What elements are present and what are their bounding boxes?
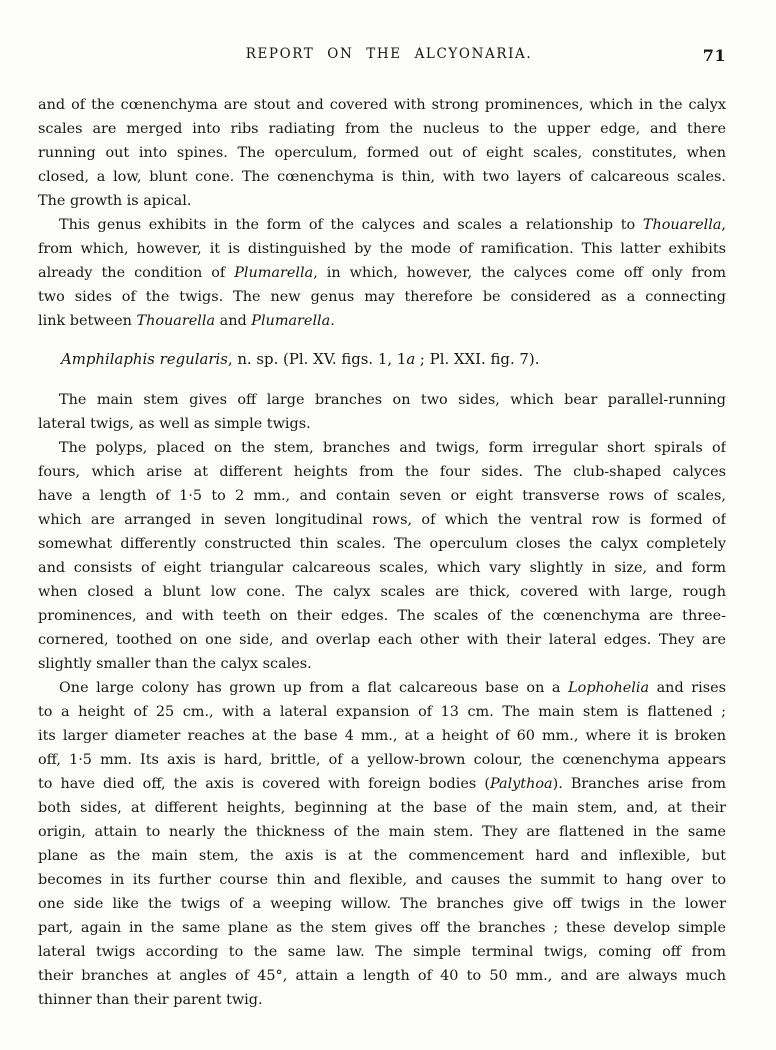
plain-text: The growth is apical.: [38, 193, 192, 209]
plain-text: part, again in the same plane as the stem gives off the branches ; these develop simple: [38, 920, 726, 936]
italic-text: Amphilaphis regularis: [61, 350, 228, 368]
text-line: [38, 844, 726, 868]
plain-text: ,: [721, 217, 726, 233]
italic-text: a: [406, 350, 416, 368]
plain-text: to have died off, the axis is covered with foreign bodies (: [38, 776, 490, 792]
plain-text: and of the cœnenchyma are stout and covered with strong prominences, which in the calyx: [38, 97, 726, 113]
plain-text: somewhat differently constructed thin scales. The operculum closes the calyx completely: [38, 536, 726, 552]
plain-text: ). Branches arise from: [552, 776, 726, 792]
text-line: [38, 117, 726, 141]
text-line: [38, 892, 726, 916]
plain-text: to a height of 25 cm., with a lateral expansion of 13 cm. The main stem is flattened ;: [38, 704, 726, 720]
text-line: [38, 796, 726, 820]
plain-text: its larger diameter reaches at the base 4 mm., at a height of 60 mm., where it is broken: [38, 728, 726, 744]
plain-text: have a length of 1·5 to 2 mm., and contain seven or eight transverse rows of scales,: [38, 488, 726, 504]
plain-text: cornered, toothed on one side, and overlap each other with their lateral edges. They are: [38, 632, 726, 648]
plain-text: lateral twigs, as well as simple twigs.: [38, 416, 311, 432]
paragraph: [38, 676, 726, 1012]
plain-text: .: [330, 313, 335, 329]
text-line: [38, 988, 726, 1012]
text-line: [38, 724, 726, 748]
text-line: [38, 532, 726, 556]
plain-text: and: [215, 313, 252, 329]
plain-text: and rises: [649, 680, 726, 696]
italic-text: Plumarella: [251, 313, 331, 329]
text-line: [38, 748, 726, 772]
text-line: [38, 676, 726, 700]
text-line: [38, 261, 726, 285]
text-line: [38, 388, 726, 412]
running-head-title: REPORT ON THE ALCYONARIA.: [245, 46, 533, 62]
text-line: [38, 868, 726, 892]
text-line: [38, 652, 726, 676]
text-line: [38, 556, 726, 580]
text-line: [38, 628, 726, 652]
text-line: [38, 820, 726, 844]
plain-text: The main stem gives off large branches on two sides, which bear parallel-running: [59, 392, 726, 408]
text-line: [38, 484, 726, 508]
plain-text: scales are merged into ribs radiating from the nucleus to the upper edge, and there: [38, 121, 726, 137]
text-line: [38, 580, 726, 604]
plain-text: , in which, however, the calyces come off only from: [313, 265, 726, 281]
text-line: [38, 309, 726, 333]
text-line: [38, 508, 726, 532]
paragraph: [38, 213, 726, 333]
text-line: [38, 285, 726, 309]
plain-text: becomes in its further course thin and flexible, and causes the summit to hang over to: [38, 872, 726, 888]
plain-text: The polyps, placed on the stem, branches and twigs, form irregular short spirals of: [59, 440, 726, 456]
text-line: [38, 604, 726, 628]
plain-text: their branches at angles of 45°, attain a length of 40 to 50 mm., and are always much: [38, 968, 726, 984]
plain-text: one side like the twigs of a weeping willow. The branches give off twigs in the lower: [38, 896, 726, 912]
plain-text: , n. sp. (Pl. XV. figs. 1, 1: [227, 350, 407, 368]
page-body: [38, 93, 726, 1012]
plain-text: prominences, and with teeth on their edges. The scales of the cœnenchyma are three-: [38, 608, 726, 624]
plain-text: ; Pl. XXI. fig. 7).: [415, 350, 540, 368]
plain-text: fours, which arise at different heights from the four sides. The club-shaped calyces: [38, 464, 726, 480]
running-head: [38, 46, 726, 66]
text-line: [38, 93, 726, 117]
italic-text: Thouarella: [642, 217, 722, 233]
plain-text: plane as the main stem, the axis is at the commencement hard and inflexible, but: [38, 848, 726, 864]
plain-text: both sides, at different heights, beginning at the base of the main stem, and, at their: [38, 800, 726, 816]
text-line: [38, 237, 726, 261]
italic-text: Plumarella: [234, 265, 314, 281]
plain-text: slightly smaller than the calyx scales.: [38, 656, 312, 672]
paragraph: [38, 388, 726, 436]
text-line: [38, 964, 726, 988]
plain-text: origin, attain to nearly the thickness of the main stem. They are flattened in the same: [38, 824, 726, 840]
plain-text: when closed a blunt low cone. The calyx scales are thick, covered with large, rough: [38, 584, 726, 600]
plain-text: two sides of the twigs. The new genus may therefore be considered as a connecting: [38, 289, 726, 305]
plain-text: running out into spines. The operculum, formed out of eight scales, constitutes, when: [38, 145, 726, 161]
plain-text: closed, a low, blunt cone. The cœnenchyma is thin, with two layers of calcareous scales.: [38, 169, 726, 185]
plain-text: already the condition of: [38, 265, 235, 281]
plain-text: thinner than their parent twig.: [38, 992, 263, 1008]
text-line: [38, 189, 726, 213]
plain-text: from which, however, it is distinguished by the mode of ramification. This latter exhibits: [38, 241, 726, 257]
plain-text: and consists of eight triangular calcareous scales, which vary slightly in size, and form: [38, 560, 726, 576]
italic-text: Lophohelia: [568, 680, 650, 696]
paragraph: [38, 93, 726, 213]
text-line: [38, 436, 726, 460]
text-line: [38, 141, 726, 165]
text-line: [38, 165, 726, 189]
plain-text: This genus exhibits in the form of the calyces and scales a relationship to: [59, 217, 643, 233]
plain-text: lateral twigs according to the same law. The simple terminal twigs, coming off from: [38, 944, 726, 960]
paragraph: [38, 436, 726, 676]
text-line: [38, 772, 726, 796]
italic-text: Thouarella: [136, 313, 216, 329]
text-line: [38, 412, 726, 436]
plain-text: One large colony has grown up from a flat calcareous base on a: [59, 680, 569, 696]
text-line: [38, 460, 726, 484]
plain-text: which are arranged in seven longitudinal rows, of which the ventral row is formed of: [38, 512, 726, 528]
plain-text: link between: [38, 313, 137, 329]
text-line: [38, 940, 726, 964]
text-line: [38, 347, 726, 371]
text-line: [38, 916, 726, 940]
text-line: [38, 700, 726, 724]
page-number: 71: [702, 46, 726, 65]
text-line: [38, 213, 726, 237]
plain-text: off, 1·5 mm. Its axis is hard, brittle, of a yellow-brown colour, the cœnenchyma appears: [38, 752, 726, 768]
italic-text: Palythoa: [489, 776, 553, 792]
species-heading: [38, 347, 726, 371]
